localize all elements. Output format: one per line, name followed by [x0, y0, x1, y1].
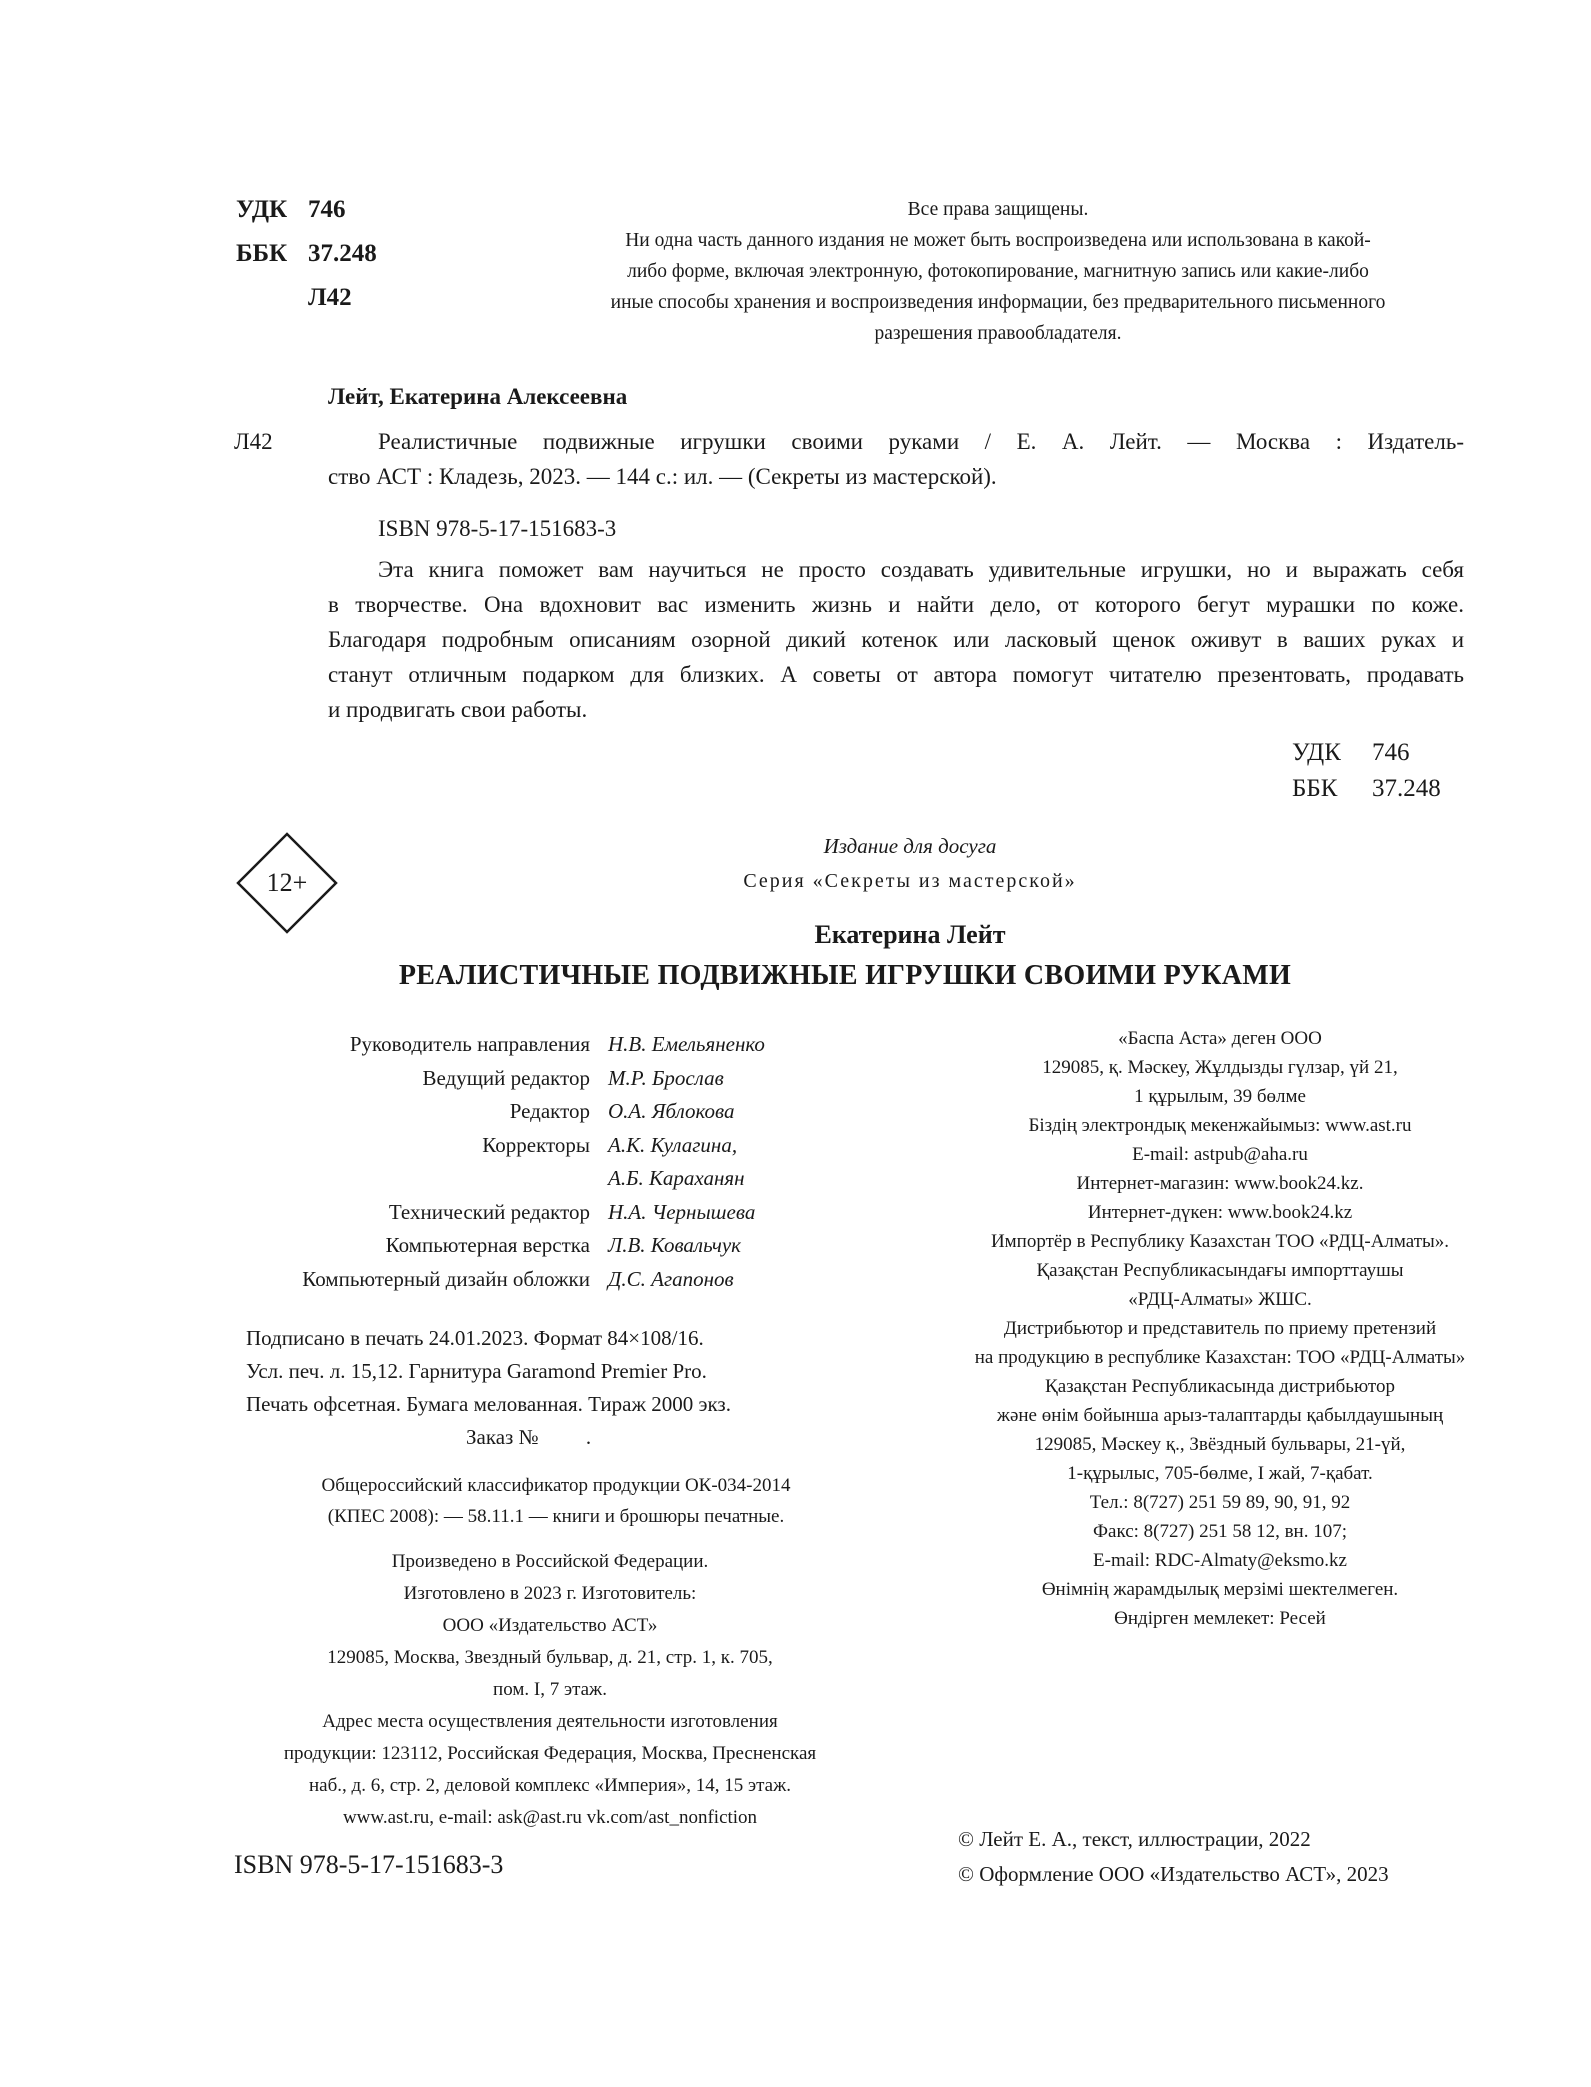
classification-bottom — [1292, 735, 1441, 807]
credit-name: Н.В. Емельяненко — [608, 1032, 765, 1056]
credit-role: Компьютерная верстка — [385, 1233, 590, 1257]
credit-row — [150, 1129, 765, 1163]
rights-line: иные способы хранения и воспроизведения информации, без предварительного письменного — [610, 292, 1386, 313]
kz-line: на продукцию в республике Казахстан: ТОО «РДЦ-Алматы» — [974, 1347, 1466, 1368]
udk-label: УДК — [236, 196, 288, 223]
classification-block — [236, 188, 377, 320]
kz-line: Қазақстан Республикасындағы импорттаушы — [1036, 1260, 1404, 1281]
kz-line: 129085, қ. Мәскеу, Жұлдызды гүлзар, үй 21, — [1042, 1057, 1398, 1078]
credit-name: А.К. Кулагина, — [608, 1132, 738, 1157]
rights-line: разрешения правообладателя. — [874, 323, 1122, 344]
kz-line: E-mail: astpub@aha.ru — [1132, 1144, 1308, 1165]
annotation-line: и продвигать свои работы. — [328, 697, 588, 722]
manufacturer-line: Адрес места осуществления деятельности изготовления — [322, 1711, 778, 1732]
kz-line: Дистрибьютор и представитель по приему претензий — [1003, 1318, 1437, 1339]
bibliography-mark: Л42 — [234, 429, 273, 454]
kz-line: Интернет-дүкен: www.book24.kz — [1087, 1202, 1353, 1223]
credit-row — [150, 1263, 765, 1297]
author-mark: Л42 — [308, 284, 352, 311]
classifier-line: (КПЕС 2008): — 58.11.1 — книги и брошюры печатные. — [327, 1506, 785, 1527]
credit-row — [150, 1229, 765, 1263]
print-order-number: Заказ № . — [466, 1425, 592, 1449]
bbk-label: ББК — [1292, 775, 1338, 802]
kz-line: Өндірген мемлекет: Ресей — [1114, 1608, 1326, 1629]
print-info-line: Подписано в печать 24.01.2023. Формат 84×108/16. — [246, 1326, 704, 1350]
kz-line: 1 құрылым, 39 бөлме — [1134, 1086, 1306, 1107]
credit-row — [150, 1028, 765, 1062]
manufacturer-line: Произведено в Российской Федерации. — [391, 1551, 709, 1572]
bbk-value: 37.248 — [308, 240, 377, 267]
print-info-line: Усл. печ. л. 15,12. Гарнитура Garamond Premier Pro. — [246, 1359, 707, 1383]
print-info — [246, 1322, 866, 1454]
annotation-line: станут отличным подарком для близких. А советы от автора помогут читателю презентовать, продавать — [328, 662, 1464, 687]
credit-row — [150, 1196, 765, 1230]
kz-line: Импортёр в Республику Казахстан ТОО «РДЦ-Алматы». — [990, 1231, 1450, 1252]
udk-label: УДК — [1292, 739, 1341, 766]
kz-line: Тел.: 8(727) 251 59 89, 90, 91, 92 — [1089, 1492, 1351, 1513]
credit-name: О.А. Яблокова — [608, 1099, 735, 1123]
copyright-block — [958, 1822, 1389, 1892]
annotation-line: Благодаря подробным описаниям озорной дикий котенок или ласковый щенок оживут в ваших руках и — [328, 627, 1464, 652]
manufacturer-line: продукции: 123112, Российская Федерация, Москва, Пресненская — [283, 1743, 817, 1764]
copyright-line: © Лейт Е. А., текст, иллюстрации, 2022 — [958, 1827, 1311, 1851]
credits-list — [150, 1028, 765, 1296]
kz-line: Біздің электрондық мекенжайымыз: www.ast.ru — [1028, 1115, 1412, 1136]
kazakhstan-info — [900, 1024, 1540, 1633]
credit-role: Корректоры — [482, 1132, 590, 1157]
credit-name: Н.А. Чернышева — [608, 1199, 756, 1224]
kz-line: және өнім бойынша арыз-талаптарды қабылдаушының — [996, 1405, 1444, 1426]
credit-role: Технический редактор — [388, 1199, 590, 1224]
manufacturer-line: Изготовлено в 2023 г. Изготовитель: — [403, 1583, 697, 1604]
series-name: Серия «Секреты из мастерской» — [743, 870, 1077, 892]
print-info-line: Печать офсетная. Бумага мелованная. Тираж 2000 экз. — [246, 1392, 731, 1416]
credit-row — [150, 1095, 765, 1129]
rights-line: Все права защищены. — [907, 199, 1089, 220]
rights-notice — [448, 194, 1548, 349]
manufacturer-info — [200, 1546, 900, 1834]
edition-type: Издание для досуга — [823, 834, 997, 858]
credit-role: Руководитель направления — [349, 1032, 590, 1056]
credit-name: А.Б. Караханян — [608, 1166, 745, 1190]
bbk-value: 37.248 — [1372, 775, 1441, 802]
kz-line: Интернет-магазин: www.book24.kz. — [1076, 1173, 1364, 1194]
annotation-line: в творчестве. Она вдохновит вас изменить жизнь и найти дело, от которого бегут мурашки по коже. — [328, 592, 1464, 617]
kz-line: «Баспа Аста» деген ООО — [1118, 1028, 1322, 1049]
manufacturer-line: ООО «Издательство АСТ» — [442, 1615, 658, 1636]
book-title: РЕАЛИСТИЧНЫЕ ПОДВИЖНЫЕ ИГРУШКИ СВОИМИ РУКАМИ — [398, 960, 1292, 991]
manufacturer-line: пом. I, 7 этаж. — [493, 1679, 607, 1700]
kz-line: Факс: 8(727) 251 58 12, вн. 107; — [1093, 1521, 1347, 1542]
credit-role — [150, 1162, 608, 1196]
credit-role: Компьютерный дизайн обложки — [302, 1266, 590, 1291]
credit-row — [150, 1162, 765, 1196]
rights-line: Ни одна часть данного издания не может быть воспроизведена или использована в какой- — [625, 230, 1371, 251]
credit-role: Ведущий редактор — [422, 1065, 590, 1090]
udk-value: 746 — [1372, 739, 1410, 766]
classifier-line: Общероссийский классификатор продукции ОК-034-2014 — [321, 1475, 791, 1496]
credit-name: М.Р. Брослав — [608, 1065, 724, 1090]
kz-line: Қазақстан Республикасында дистрибьютор — [1045, 1376, 1395, 1397]
annotation-line: Эта книга поможет вам научиться не просто создавать удивительные игрушки, но и выражать себя — [378, 557, 1464, 582]
udk-value: 746 — [308, 196, 346, 223]
credit-name: Л.В. Ковальчук — [608, 1233, 741, 1257]
age-rating: 12+ — [266, 868, 308, 897]
copyright-line: © Оформление ООО «Издательство АСТ», 2023 — [958, 1862, 1389, 1886]
bibliography-author: Лейт, Екатерина Алексеевна — [328, 384, 628, 409]
bibliography-line-1: Реалистичные подвижные игрушки своими руками / Е. А. Лейт. — Москва : Издатель- — [378, 429, 1464, 454]
manufacturer-line: наб., д. 6, стр. 2, деловой комплекс «Империя», 14, 15 этаж. — [309, 1775, 791, 1796]
product-classifier — [246, 1470, 866, 1532]
manufacturer-line: www.ast.ru, e-mail: ask@ast.ru vk.com/ast_nonfiction — [342, 1807, 758, 1828]
rights-line: либо форме, включая электронную, фотокопирование, магнитную запись или какие-либо — [627, 261, 1369, 282]
credit-row — [150, 1062, 765, 1096]
author-name: Екатерина Лейт — [814, 920, 1006, 949]
kz-line: Өнімнің жарамдылық мерзімі шектелмеген. — [1041, 1579, 1399, 1600]
credit-name: Д.С. Агапонов — [608, 1266, 734, 1291]
credit-role: Редактор — [509, 1099, 590, 1123]
bibliography-isbn: ISBN 978-5-17-151683-3 — [378, 516, 617, 541]
annotation — [328, 552, 1464, 727]
kz-line: E-mail: RDC-Almaty@eksmo.kz — [1093, 1550, 1347, 1571]
manufacturer-line: 129085, Москва, Звездный бульвар, д. 21, стр. 1, к. 705, — [327, 1647, 773, 1668]
kz-line: 1-құрылыс, 705-бөлме, I жай, 7-қабат. — [1067, 1463, 1373, 1484]
kz-line: 129085, Мәскеу қ., Звёздный бульвары, 21-үй, — [1034, 1434, 1406, 1455]
bibliography-line-2: ство АСТ : Кладезь, 2023. — 144 с.: ил. — (Секреты из мастерской). — [328, 464, 997, 489]
isbn-bottom: ISBN 978-5-17-151683-3 — [234, 1850, 504, 1879]
bbk-label: ББК — [236, 240, 288, 267]
kz-line: «РДЦ-Алматы» ЖШС. — [1128, 1289, 1312, 1310]
